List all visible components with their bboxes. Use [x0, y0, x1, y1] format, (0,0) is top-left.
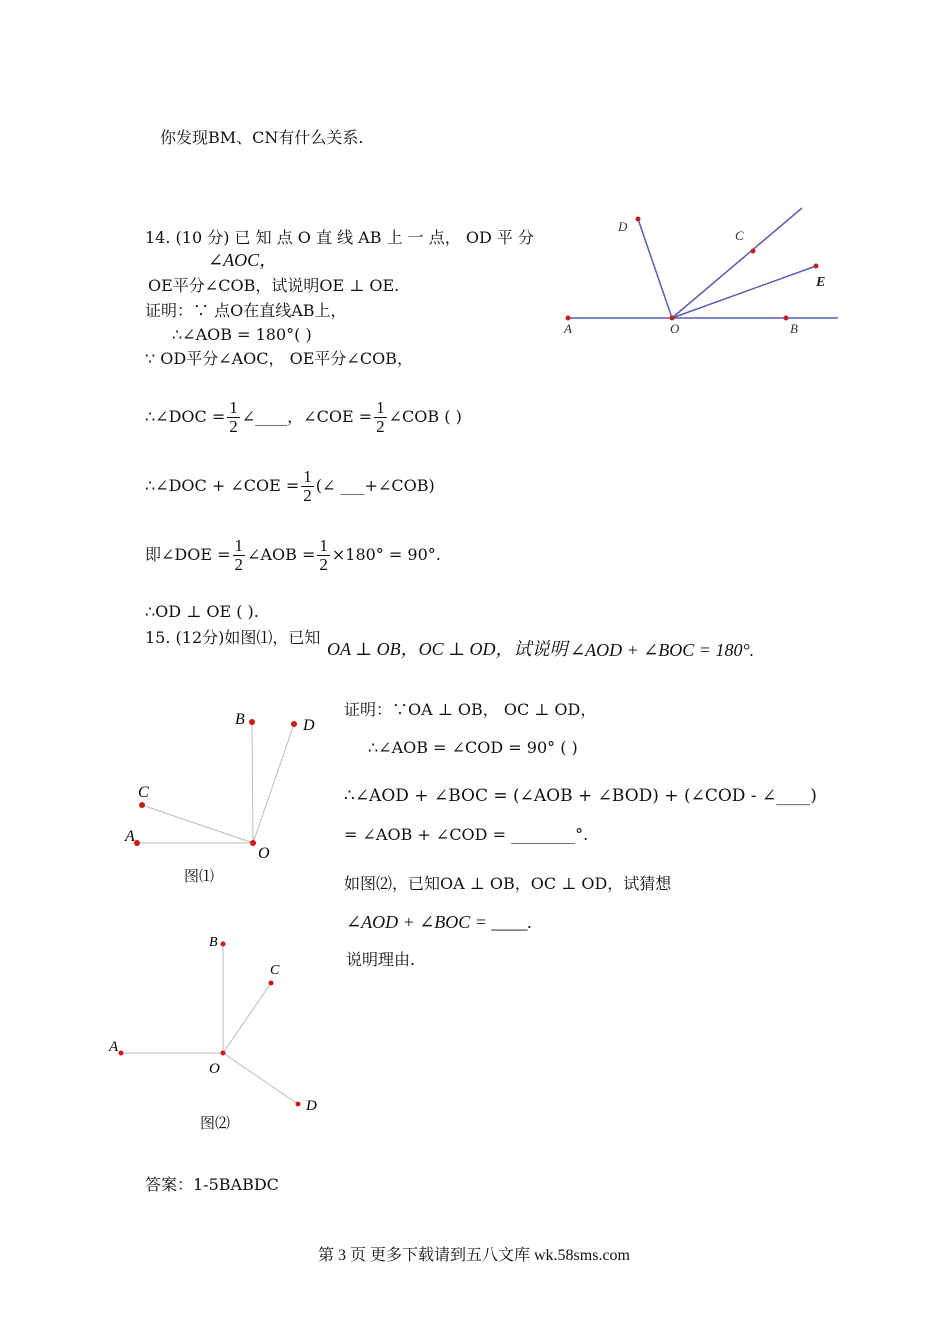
- label-o: O: [209, 1061, 220, 1077]
- ray-oc: [142, 805, 253, 843]
- q15-header: 15. (12分)如图⑴，已知: [145, 628, 321, 647]
- q14-header-cont: ∠AOC，: [208, 250, 278, 270]
- half-fraction: [317, 537, 330, 574]
- fraction-denominator: 2: [234, 555, 244, 574]
- answer-key: 答案：1-5BABDC: [145, 1175, 279, 1194]
- q14-line5-left: ∴∠DOC + ∠COE =: [145, 476, 300, 495]
- q15-given2: ∠AOD + ∠BOC = 180°.: [570, 640, 755, 660]
- q14-line6: [145, 534, 441, 576]
- half-fraction: [227, 399, 240, 436]
- point-d: [636, 217, 641, 222]
- label-c: C: [270, 963, 280, 978]
- ray-ob: [252, 722, 253, 843]
- q15-part2-line3: 说明理由.: [346, 950, 416, 969]
- point-e: [814, 264, 819, 269]
- q15-proof4: = ∠AOB + ∠COD = ________°.: [344, 825, 589, 844]
- point-d: [296, 1102, 301, 1107]
- q14-line5: [145, 465, 435, 507]
- q14-given: OE平分∠COB，试说明OE ⊥ OE.: [148, 276, 400, 295]
- point-o: [250, 840, 256, 846]
- ray-oc: [672, 208, 802, 318]
- point-a: [134, 840, 140, 846]
- q14-line6-left: 即∠DOE =: [145, 545, 231, 564]
- q14-line4: [145, 396, 462, 438]
- point-b: [784, 316, 789, 321]
- fraction-numerator: 1: [303, 467, 312, 486]
- q15-figure2: [105, 930, 330, 1115]
- label-b: B: [235, 711, 245, 728]
- q14-header: 14. (10 分) 已 知 点 O 直 线 AB 上 一 点， OD 平 分: [145, 228, 534, 247]
- ray-oc: [223, 983, 271, 1053]
- label-e: E: [816, 275, 826, 290]
- label-o: O: [258, 845, 270, 862]
- point-c: [269, 981, 274, 986]
- label-d: D: [618, 219, 628, 234]
- point-c: [751, 249, 756, 254]
- q14-line6-mid: ∠AOB =: [247, 545, 316, 564]
- label-c: C: [735, 228, 744, 243]
- label-b: B: [790, 321, 798, 336]
- fraction-denominator: 2: [319, 555, 328, 574]
- q14-line4-left: ∴∠DOC =: [145, 407, 226, 426]
- point-a: [566, 316, 571, 321]
- fraction-denominator: 2: [303, 486, 312, 505]
- page-footer: 第 3 页 更多下载请到五八文库 wk.58sms.com: [318, 1247, 631, 1264]
- half-fraction: [301, 468, 314, 505]
- q13-question: 你发现BM、CN有什么关系.: [160, 128, 364, 147]
- label-c: C: [138, 784, 149, 801]
- half-fraction: [233, 537, 246, 574]
- fraction-numerator: 1: [234, 536, 244, 555]
- q15-fig2-caption: 图⑵: [200, 1114, 231, 1132]
- q14-line5-right: (∠ ___+∠COB): [315, 476, 435, 495]
- half-fraction: [374, 399, 387, 436]
- fraction-denominator: 2: [376, 417, 385, 436]
- label-a: A: [109, 1039, 119, 1055]
- q15-proof3: ∴∠AOD + ∠BOC = (∠AOB + ∠BOD) + (∠COD - ∠____): [344, 786, 817, 806]
- q14-figure: [560, 205, 845, 345]
- point-d: [291, 721, 297, 727]
- q14-proof-line2: ∴∠AOB = 180°( ): [172, 325, 312, 344]
- label-d: D: [306, 1098, 317, 1114]
- ray-od: [223, 1053, 298, 1104]
- ray-od: [253, 724, 294, 843]
- q15-fig1-caption: 图⑴: [184, 867, 215, 885]
- point-o: [221, 1051, 226, 1056]
- q14-conclusion: ∴OD ⊥ OE ( ).: [145, 602, 259, 621]
- point-a: [119, 1051, 124, 1056]
- label-a: A: [125, 828, 135, 845]
- q15-part2-line2: ∠AOD + ∠BOC = ____.: [346, 912, 532, 932]
- ray-od: [638, 219, 672, 318]
- label-a: A: [564, 321, 572, 336]
- q14-line4-mid: ∠____，∠COE =: [241, 407, 373, 426]
- q14-line6-right: ×180° = 90°.: [331, 545, 441, 564]
- q14-proof-line1: 证明：∵ 点O在直线AB上，: [145, 301, 347, 320]
- fraction-numerator: 1: [229, 398, 238, 417]
- fraction-numerator: 1: [376, 398, 385, 417]
- label-b: B: [209, 935, 218, 950]
- label-o: O: [670, 321, 680, 336]
- label-d: D: [303, 717, 315, 734]
- q15-proof1: 证明：∵OA ⊥ OB， OC ⊥ OD，: [344, 700, 597, 719]
- point-o: [670, 316, 675, 321]
- point-c: [139, 802, 145, 808]
- point-b: [221, 942, 226, 947]
- q15-proof2: ∴∠AOB = ∠COD = 90° ( ): [368, 738, 578, 757]
- q15-given1: OA ⊥ OB，OC ⊥ OD，试说明: [327, 639, 568, 659]
- ray-oe: [672, 266, 816, 318]
- fraction-numerator: 1: [319, 536, 328, 555]
- fraction-denominator: 2: [229, 417, 238, 436]
- q14-line4-right: ∠COB ( ): [388, 407, 462, 426]
- q14-proof-line3: ∵ OD平分∠AOC， OE平分∠COB，: [145, 349, 413, 368]
- q15-figure1: [120, 705, 330, 865]
- q15-part2-line1: 如图⑵，已知OA ⊥ OB，OC ⊥ OD，试猜想: [344, 874, 672, 893]
- point-b: [249, 719, 255, 725]
